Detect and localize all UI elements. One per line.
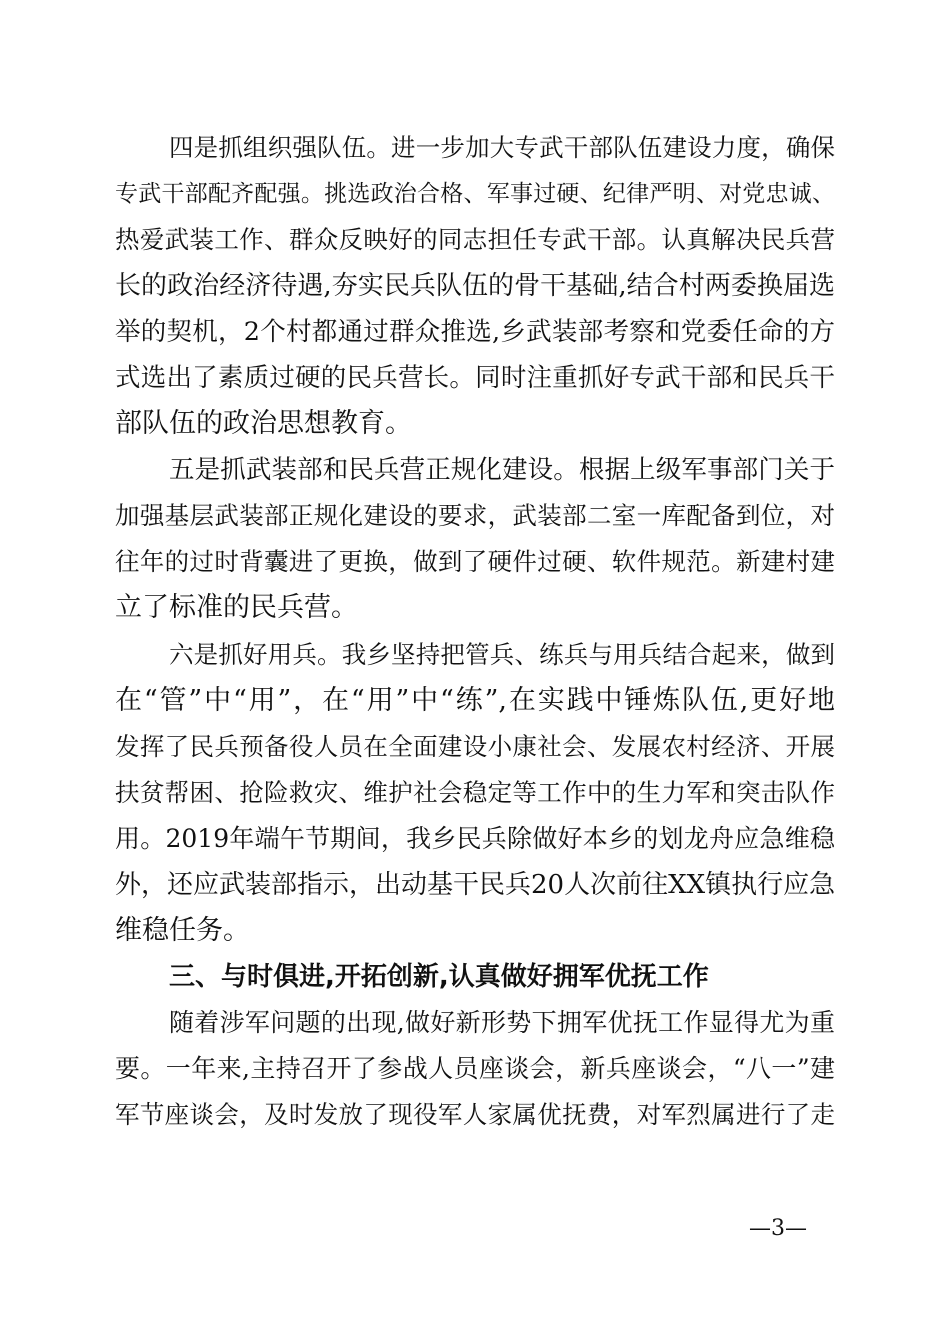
paragraph-4-line-6: 式选出了素质过硬的民兵营长。同时注重抓好专武干部和民兵干 [115,363,835,393]
paragraph-6-line-1: 六是抓好用兵。我乡坚持把管兵、练兵与用兵结合起来，做到 [169,640,835,669]
paragraph-6-line-3: 发挥了民兵预备役人员在全面建设小康社会、发展农村经济、开展 [115,732,835,761]
paragraph-7-line-3: 军节座谈会，及时发放了现役军人家属优抚费，对军烈属进行了走 [115,1100,835,1129]
paragraph-6-line-5: 用。2019年端午节期间，我乡民兵除做好本乡的划龙舟应急维稳 [115,824,835,853]
paragraph-4-line-7: 部队伍的政治思想教育。 [115,408,412,439]
paragraph-6-line-2: 在“管”中“用”，在“用”中“练”,在实践中锤炼队伍,更好地 [115,685,835,716]
paragraph-7-line-1: 随着涉军问题的出现,做好新形势下拥军优抚工作显得尤为重 [169,1008,835,1037]
paragraph-4-line-2: 专武干部配齐配强。挑选政治合格、军事过硬、纪律严明、对党忠诚、 [115,181,835,207]
page-number: —3— [749,1216,807,1241]
paragraph-7-line-2: 要。一年来,主持召开了参战人员座谈会，新兵座谈会，“八一”建 [115,1054,835,1083]
paragraph-5-line-3: 往年的过时背囊进了更换，做到了硬件过硬、软件规范。新建村建 [115,547,835,576]
paragraph-5-line-4: 立了标准的民兵营。 [115,592,358,623]
paragraph-4-line-3: 热爱武装工作、群众反映好的同志担任专武干部。认真解决民兵营 [115,225,835,254]
paragraph-4-line-5: 举的契机，2个村都通过群众推选,乡武装部考察和党委任命的方 [115,317,835,347]
paragraph-6-line-7: 维稳任务。 [115,915,250,946]
paragraph-6-line-4: 扶贫帮困、抢险救灾、维护社会稳定等工作中的生力军和突击队作 [115,778,835,807]
paragraph-4-line-4: 长的政治经济待遇,夯实民兵队伍的骨干基础,结合村两委换届选 [115,271,835,301]
paragraph-6-line-6: 外，还应武装部指示，出动基干民兵20人次前往XX镇执行应急 [115,870,835,900]
paragraph-4-line-1: 四是抓组织强队伍。进一步加大专武干部队伍建设力度，确保 [169,133,835,162]
paragraph-5-line-1: 五是抓武装部和民兵营正规化建设。根据上级军事部门关于 [169,455,835,485]
paragraph-5-line-2: 加强基层武装部正规化建设的要求，武装部二室一库配备到位，对 [115,501,835,530]
section-heading: 三、与时俱进,开拓创新,认真做好拥军优抚工作 [169,962,709,992]
